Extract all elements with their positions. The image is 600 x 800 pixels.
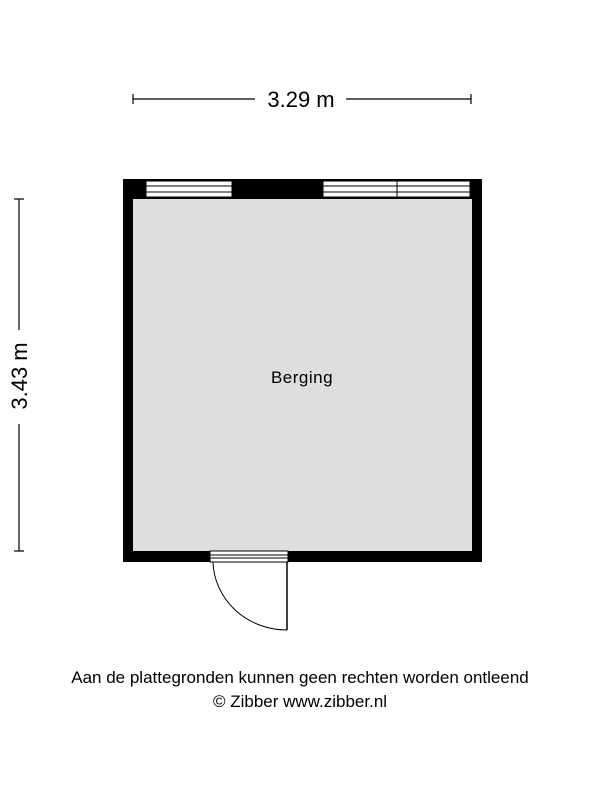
room-label-berging: Berging	[270, 368, 334, 387]
width-label: 3.29 m	[267, 87, 335, 112]
door	[210, 551, 288, 630]
height-label: 3.43 m	[7, 342, 32, 410]
width-dimension	[133, 87, 471, 112]
door-swing-arc	[213, 562, 287, 630]
disclaimer-text: Aan de plattegronden kunnen geen rechten worden ontleend	[71, 668, 529, 687]
height-dimension	[7, 199, 32, 551]
window-left	[146, 181, 232, 197]
window-right	[323, 181, 470, 197]
copyright-text: © Zibber www.zibber.nl	[212, 692, 388, 711]
